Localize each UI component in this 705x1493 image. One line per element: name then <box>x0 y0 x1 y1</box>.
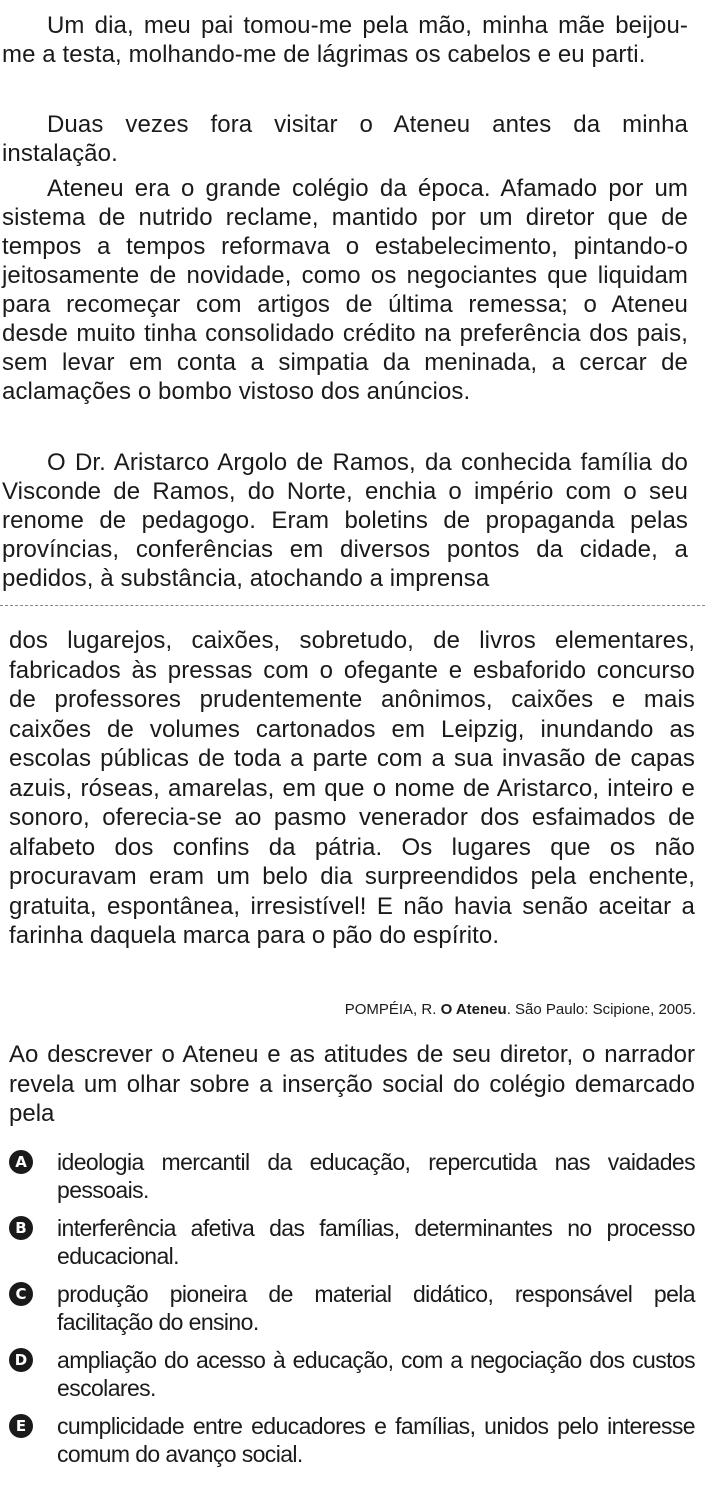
letter-e-circle-icon: E <box>9 1414 33 1438</box>
letter-a-circle-icon: A <box>9 1150 33 1174</box>
question-stem: Ao descrever o Ateneu e as atitudes de seu diretor, o narrador revela um olhar sobre a inserção social do colégio demarcado pela <box>9 1041 695 1127</box>
source-citation <box>345 1000 696 1020</box>
letter-b-circle-icon: B <box>9 1216 33 1240</box>
option-e[interactable] <box>9 1412 695 1468</box>
option-a[interactable] <box>9 1148 695 1204</box>
option-b[interactable] <box>9 1214 695 1270</box>
source-title: O Ateneu <box>440 1001 507 1018</box>
source-author: POMPÉIA, R. <box>344 1001 441 1018</box>
option-c-text: produção pioneira de material didático, responsável pela facilitação do ensino. <box>57 1281 695 1335</box>
option-a-text: ideologia mercantil da educação, repercutida nas vaidades pessoais. <box>57 1149 695 1203</box>
option-c[interactable] <box>9 1280 695 1336</box>
passage-paragraph-2: Duas vezes fora visitar o Ateneu antes da minha instalação. <box>2 111 688 167</box>
option-d[interactable] <box>9 1346 695 1402</box>
passage-paragraph-1: Um dia, meu pai tomou-me pela mão, minha mãe beijou-me a testa, molhando-me de lágrimas os cabelos e eu parti. <box>2 12 688 68</box>
answer-options <box>9 1148 695 1478</box>
passage-paragraph-4: O Dr. Aristarco Argolo de Ramos, da conhecida família do Visconde de Ramos, do Norte, enchia o império com o seu renome de pedagogo. Eram boletins de propaganda pelas províncias, conferências em diversos pontos da cidade, a pedidos, à substância, atochando a imprensa <box>2 449 688 592</box>
option-e-text: cumplicidade entre educadores e famílias, unidos pelo interesse comum do avanço social. <box>57 1413 695 1467</box>
passage-paragraph-3: Ateneu era o grande colégio da época. Afamado por um sistema de nutrido reclame, mantido por um diretor que de tempos a tempos reformava o estabelecimento, pintando-o jeitosamente de novidade, como os negociantes que liquidam para recomeçar com artigos de última remessa; o Ateneu desde muito tinha consolidado crédito na preferência dos pais, sem levar em conta a simpatia da meninada, a cercar de aclamações o bombo vistoso dos anúncios. <box>2 175 688 405</box>
source-publisher: . São Paulo: Scipione, 2005. <box>506 1001 696 1018</box>
column-break-divider <box>0 605 705 606</box>
option-b-text: interferência afetiva das famílias, determinantes no processo educacional. <box>57 1215 695 1269</box>
letter-c-circle-icon: C <box>9 1282 33 1306</box>
option-d-text: ampliação do acesso à educação, com a negociação dos custos escolares. <box>57 1347 695 1401</box>
passage-continuation: dos lugarejos, caixões, sobretudo, de livros elementares, fabricados às pressas com o ofegante e esbaforido concurso de professores prudentemente anônimos, caixões e mais caixões de volumes cartonados em Leipzig, inundando as escolas públicas de toda a parte com a sua invasão de capas azuis, róseas, amarelas, em que o nome de Aristarco, inteiro e sonoro, oferecia-se ao pasmo venerador dos esfaimados de alfabeto dos confins da pátria. Os lugares que os não procuravam eram um belo dia surpreendidos pela enchente, gratuita, espontânea, irresistível! E não havia senão aceitar a farinha daquela marca para o pão do espírito. <box>9 627 695 949</box>
letter-d-circle-icon: D <box>9 1348 33 1372</box>
